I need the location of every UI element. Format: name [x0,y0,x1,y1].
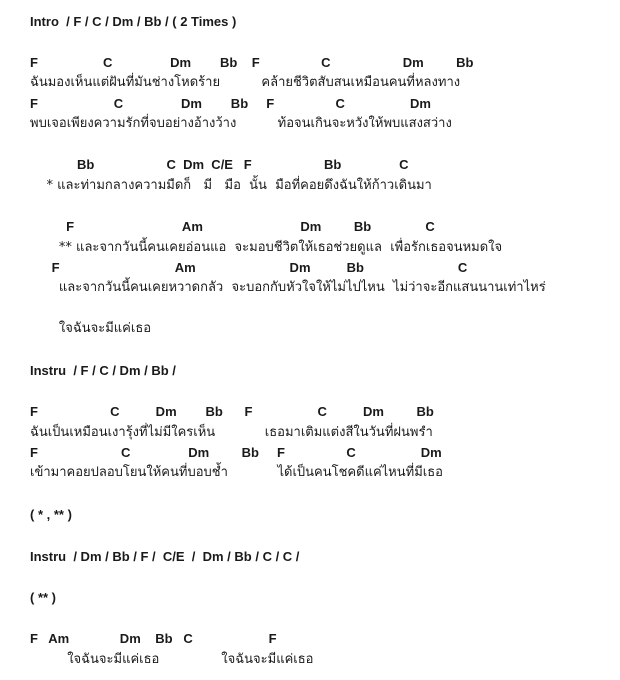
lyric-line: ** และจากวันนี้คนเคยอ่อนแอ จะมอบชีวิตให้เธอช่วยดูแล เพื่อรักเธอจนหมดใจ [30,240,503,255]
lyric-line: ใจฉันจะมีแค่เธอ [30,321,152,336]
intro-line: Intro / F / C / Dm / Bb / ( 2 Times ) [30,14,237,29]
lyric-line: และจากวันนี้คนเคยหวาดกลัว จะบอกกับหัวใจให้ไม่ไปไหน ไม่ว่าจะอีกแสนนานเท่าไหร่ [30,280,546,295]
chord-line: F Am Dm Bb C F [30,631,277,646]
chord-line: F C Dm Bb F C Dm Bb [30,404,434,419]
chord-line: F Am Dm Bb C [30,219,435,234]
instru-line: Instru / F / C / Dm / Bb / [30,363,176,378]
chord-line: F C Dm Bb F C Dm [30,445,442,460]
repeat-marker: ( ** ) [30,590,56,605]
lyric-line: * และท่ามกลางความมืดก็ มี มือ นั้น มือที่คอยดึงฉันให้ก้าวเดินมา [30,178,432,193]
chord-line: F Am Dm Bb C [30,260,468,275]
lyric-line: ฉันมองเห็นแต่ฝันที่มันช่างโหดร้าย คล้ายชีวิตสับสนเหมือนคนที่หลงทาง [30,75,461,90]
lyric-line: พบเจอเพียงความรักที่จบอย่างอ้างว้าง ท้อจนเกินจะหวังให้พบแสงสว่าง [30,116,452,131]
chord-line: Bb C Dm C/E F Bb C [30,157,409,172]
chord-line: F C Dm Bb F C Dm Bb [30,55,474,70]
lyric-line: ใจฉันจะมีแค่เธอ ใจฉันจะมีแค่เธอ [30,652,314,667]
lyric-line: เข้ามาคอยปลอบโยนให้คนที่บอบช้ำ ได้เป็นคนโชคดีแค่ไหนที่มีเธอ [30,465,443,480]
chord-line: F C Dm Bb F C Dm [30,96,431,111]
instru-line: Instru / Dm / Bb / F / C/E / Dm / Bb / C / C / [30,549,300,564]
lyric-line: ฉันเป็นเหมือนเงารุ้งที่ไม่มีใครเห็น เธอมาเติมแต่งสีในวันที่ฝนพรำ [30,425,433,440]
repeat-marker: ( * , ** ) [30,507,72,522]
